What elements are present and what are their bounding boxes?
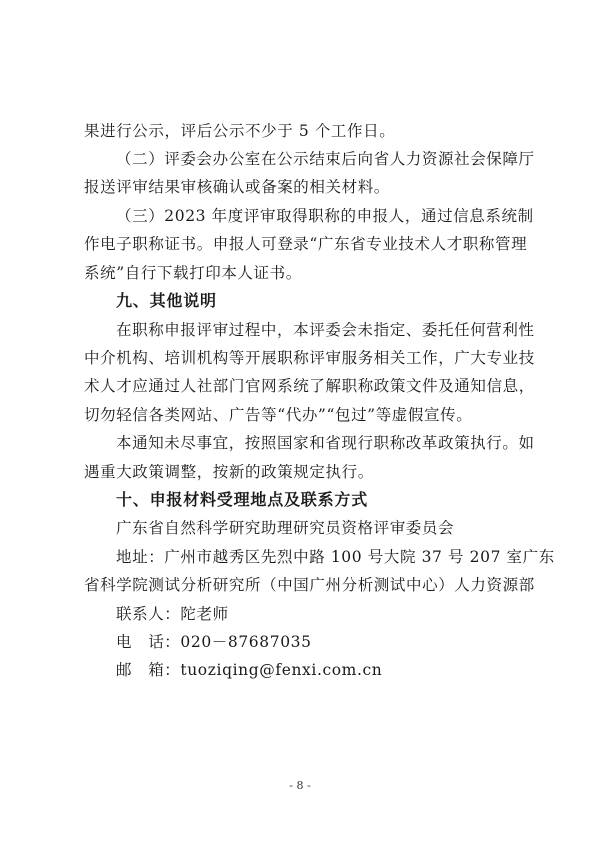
- text-line: 中介机构、培训机构等开展职称评审服务相关工作，广大专业技: [84, 349, 535, 367]
- text-line: 果进行公示，评后公示不少于 5 个工作日。: [84, 122, 396, 140]
- section-heading: 九、其他说明: [116, 291, 217, 310]
- page-number: - 8 -: [289, 779, 311, 792]
- text-line: 术人才应通过人社部门官网系统了解职称政策文件及通知信息，: [84, 377, 535, 395]
- text-line: （二）评委会办公室在公示结束后向省人力资源社会保障厅: [116, 150, 535, 168]
- text-line: 本通知未尽事宜，按照国家和省现行职称改革政策执行。如: [116, 434, 535, 452]
- text-line: 遇重大政策调整，按新的政策规定执行。: [84, 463, 374, 481]
- text-line: 报送评审结果审核确认或备案的相关材料。: [84, 178, 390, 196]
- text-line: 在职称申报评审过程中，本评委会未指定、委托任何营利性: [116, 321, 535, 339]
- contact-phone: 电 话：020－87687035: [116, 633, 312, 651]
- section-heading: 十、申报材料受理地点及联系方式: [116, 490, 369, 509]
- text-line: 广东省自然科学研究助理研究员资格评审委员会: [116, 519, 455, 537]
- contact-email: 邮 箱：tuoziqing@fenxi.com.cn: [116, 661, 383, 679]
- text-line: 系统”自行下载打印本人证书。: [84, 264, 302, 282]
- text-line: 切勿轻信各类网站、广告等“代办”“包过”等虚假宣传。: [84, 406, 473, 424]
- text-line: （三）2023 年度评审取得职称的申报人，通过信息系统制: [116, 207, 534, 225]
- contact-person: 联系人：陀老师: [116, 605, 229, 623]
- text-line: 作电子职称证书。申报人可登录“广东省专业技术人才职称管理: [84, 235, 528, 253]
- address-line: 省科学院测试分析研究所（中国广州分析测试中心）人力资源部: [84, 576, 535, 594]
- address-line: 地址：广州市越秀区先烈中路 100 号大院 37 号 207 室广东: [116, 548, 555, 566]
